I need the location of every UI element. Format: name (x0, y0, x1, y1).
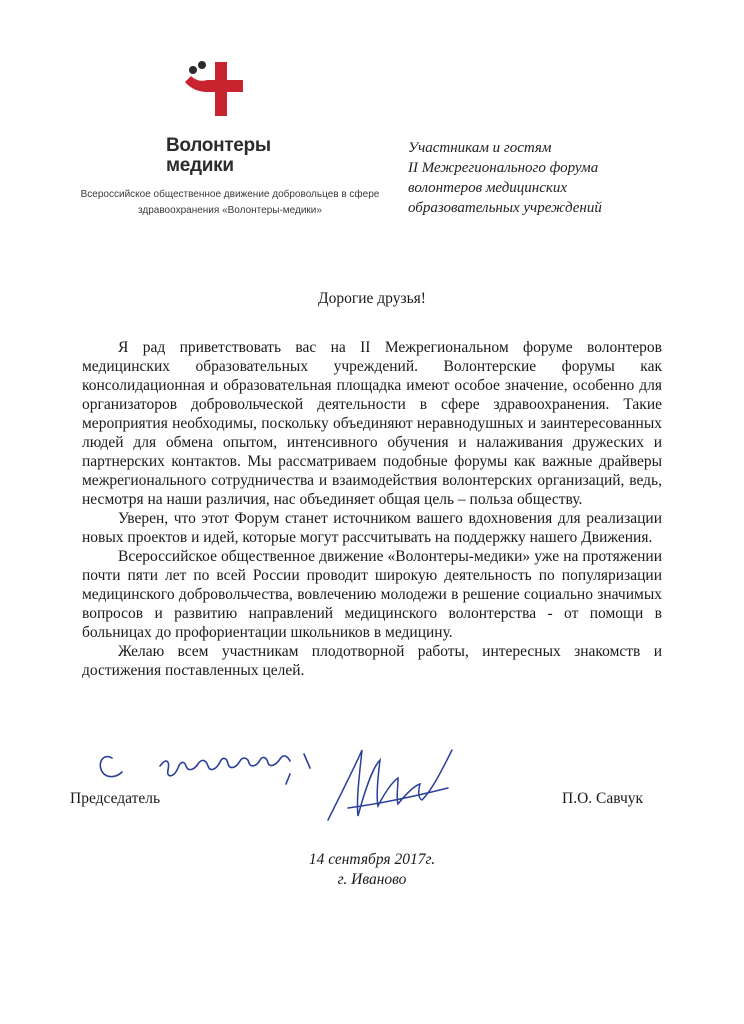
logo-name-line1: Волонтеры (166, 135, 271, 156)
addressee-line2: II Межрегионального форума (408, 160, 599, 176)
signer-name: П.О. Савчук (562, 790, 644, 807)
addressee-block (408, 138, 602, 218)
logo-wordmark (166, 136, 271, 176)
addressee-line4: образовательных учреждений (408, 200, 602, 216)
addressee-line1: Участникам и гостям (408, 140, 552, 156)
signer-title: Председатель (70, 790, 161, 807)
letter-greeting: Дорогие друзья! (318, 290, 426, 307)
body-paragraph-2: Уверен, что этот Форум станет источником вашего вдохновения для реализации новых проектов и идей, которые могут рассчитывать на поддержку нашего Движения. (82, 510, 662, 546)
body-paragraph-3: Всероссийское общественное движение «Волонтеры-медики» уже на протяжении почти пяти лет по всей России проводит широкую деятельность по популяризации медицинского добровольчества, вовлечению молодежи в решение социально значимых вопросов и развитию направлений медицинского волонтерства - от помощи в больницах до профориентации школьников в медицину. (82, 548, 662, 641)
letter-body (82, 338, 662, 680)
date-place-block (0, 850, 744, 890)
body-paragraph-1: Я рад приветствовать вас на II Межрегиональном форуме волонтеров медицинских образовательных учреждений. Волонтерские форумы как консолидационная и образовательная площадка имеют особое значение, особенно для организаторов добровольческой деятельности в сфере здравоохранения. Такие мероприятия необходимы, поскольку объединяют неравнодушных и заинтересованных людей для обмена опытом, интенсивного обучения и налаживания дружеских и партнерских контактов. Мы рассматриваем подобные форумы как важные драйверы межрегионального сотрудничества и взаимодействия волонтерских организаций, ведь, несмотря на наши различия, нас объединяет общая цель – польза обществу. (82, 339, 662, 508)
organization-caption (70, 187, 390, 219)
caption-line2: здравоохранения «Волонтеры-медики» (138, 205, 322, 216)
letter-date: 14 сентября 2017г. (308, 851, 436, 868)
caption-line1: Всероссийское общественное движение добровольцев в сфере (80, 189, 380, 200)
medic-cross-logo-icon (185, 60, 245, 120)
letter-place: г. Иваново (337, 871, 407, 888)
signature-mark (318, 738, 468, 830)
addressee-line3: волонтеров медицинских (408, 180, 568, 196)
handwritten-closing (92, 744, 342, 794)
body-paragraph-4: Желаю всем участникам плодотворной работы, интересных знакомств и достижения поставленных целей. (82, 643, 662, 679)
logo-name-line2: медики (166, 155, 234, 176)
